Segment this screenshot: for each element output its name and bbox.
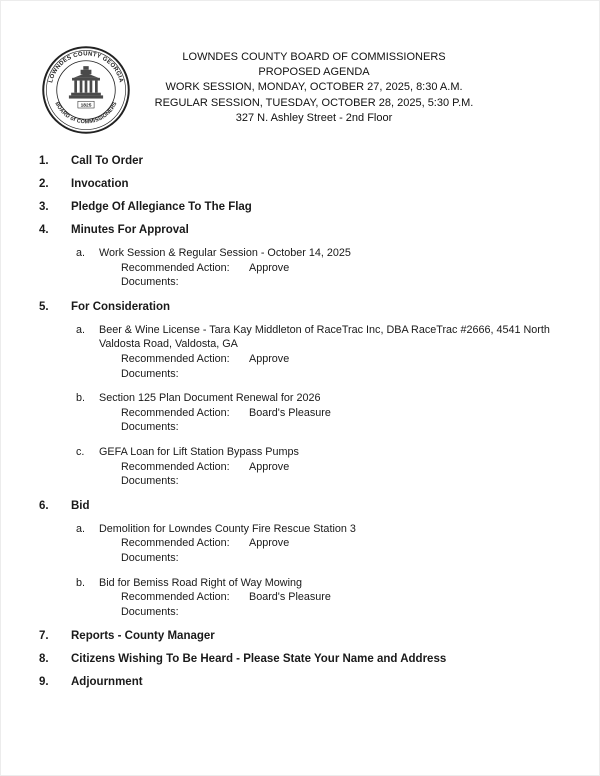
- subitem-title: Section 125 Plan Document Renewal for 2026: [99, 392, 321, 405]
- seal-top-text: LOWNDES COUNTY GEORGIA: [48, 51, 124, 84]
- seal-bottom-text: BOARD of COMMISSIONERS: [53, 101, 119, 126]
- subitem-title: Demolition for Lowndes County Fire Rescue Station 3: [99, 522, 356, 535]
- recommended-action-value: Approve: [249, 352, 290, 365]
- agenda-item-3: [39, 200, 559, 214]
- agenda-subitem: [39, 576, 559, 620]
- recommended-action-value: Board's Pleasure: [249, 406, 331, 419]
- item-number: 7.: [39, 630, 49, 643]
- item-number: 8.: [39, 653, 49, 666]
- subitem-letter: b.: [76, 392, 86, 405]
- agenda-item-2: [39, 177, 559, 191]
- item-title: Minutes For Approval: [71, 224, 189, 237]
- documents-label: Documents:: [121, 276, 179, 289]
- item-number: 2.: [39, 178, 49, 191]
- subitem-title: GEFA Loan for Lift Station Bypass Pumps: [99, 445, 299, 458]
- agenda-list: [1, 154, 599, 689]
- documents-label: Documents:: [121, 421, 179, 434]
- agenda-subitem: [39, 445, 559, 489]
- item-number: 4.: [39, 224, 49, 237]
- agenda-item-8: [39, 652, 559, 666]
- item-title: Adjournment: [71, 676, 143, 689]
- documents-label: Documents:: [121, 551, 179, 564]
- subitem-title: Bid for Bemiss Road Right of Way Mowing: [99, 576, 303, 589]
- agenda-item-7: [39, 629, 559, 643]
- subitem-letter: b.: [76, 576, 86, 589]
- recommended-action-label: Recommended Action:: [121, 352, 230, 365]
- header-regular-session-line: REGULAR SESSION, TUESDAY, OCTOBER 28, 2025, 5:30 P.M.: [154, 96, 474, 109]
- subitem-title: Work Session & Regular Session - October 14, 2025: [99, 247, 351, 260]
- agenda-item-5: [39, 300, 559, 489]
- agenda-item-4: [39, 223, 559, 290]
- agenda-subitem: [39, 391, 559, 435]
- header-address-line: 327 N. Ashley Street - 2nd Floor: [235, 111, 393, 124]
- documents-label: Documents:: [121, 367, 179, 380]
- item-title: Call To Order: [71, 155, 143, 168]
- item-title: Bid: [71, 499, 90, 512]
- subitem-letter: a.: [76, 323, 86, 336]
- recommended-action-value: Approve: [249, 261, 290, 274]
- seal-year-text: 1825: [80, 103, 92, 109]
- agenda-subitem: [39, 522, 559, 566]
- subitem-letter: c.: [76, 445, 85, 458]
- agenda-subitem: [39, 323, 559, 381]
- recommended-action-label: Recommended Action:: [121, 537, 230, 550]
- header-org-line: LOWNDES COUNTY BOARD OF COMMISSIONERS: [182, 51, 446, 63]
- recommended-action-value: Board's Pleasure: [249, 591, 331, 604]
- recommended-action-value: Approve: [249, 537, 290, 550]
- recommended-action-label: Recommended Action:: [121, 261, 230, 274]
- agenda-item-9: [39, 675, 559, 689]
- item-title: Reports - County Manager: [71, 630, 215, 643]
- agenda-item-6: [39, 499, 559, 620]
- subitem-letter: a.: [76, 247, 86, 260]
- county-seal-icon: [41, 45, 131, 135]
- item-number: 1.: [39, 155, 49, 168]
- item-title: For Consideration: [71, 300, 171, 313]
- item-number: 6.: [39, 499, 49, 512]
- recommended-action-label: Recommended Action:: [121, 591, 230, 604]
- subitem-letter: a.: [76, 522, 86, 535]
- item-number: 9.: [39, 676, 49, 689]
- header-work-session-line: WORK SESSION, MONDAY, OCTOBER 27, 2025, 8:30 A.M.: [165, 81, 463, 94]
- documents-label: Documents:: [121, 475, 179, 488]
- recommended-action-label: Recommended Action:: [121, 406, 230, 419]
- agenda-item-1: [39, 154, 559, 168]
- documents-label: Documents:: [121, 605, 179, 618]
- subitem-title: Beer & Wine License - Tara Kay Middleton of RaceTrac Inc, DBA RaceTrac #2666, 4541 North Valdosta Road, Valdosta, GA: [99, 323, 550, 351]
- item-title: Citizens Wishing To Be Heard - Please State Your Name and Address: [71, 653, 447, 666]
- item-title: Pledge Of Allegiance To The Flag: [71, 201, 252, 214]
- item-number: 5.: [39, 300, 49, 313]
- header-agenda-line: PROPOSED AGENDA: [258, 66, 370, 79]
- recommended-action-label: Recommended Action:: [121, 460, 230, 473]
- item-title: Invocation: [71, 178, 129, 191]
- recommended-action-value: Approve: [249, 460, 290, 473]
- agenda-subitem: [39, 246, 559, 290]
- item-number: 3.: [39, 201, 49, 214]
